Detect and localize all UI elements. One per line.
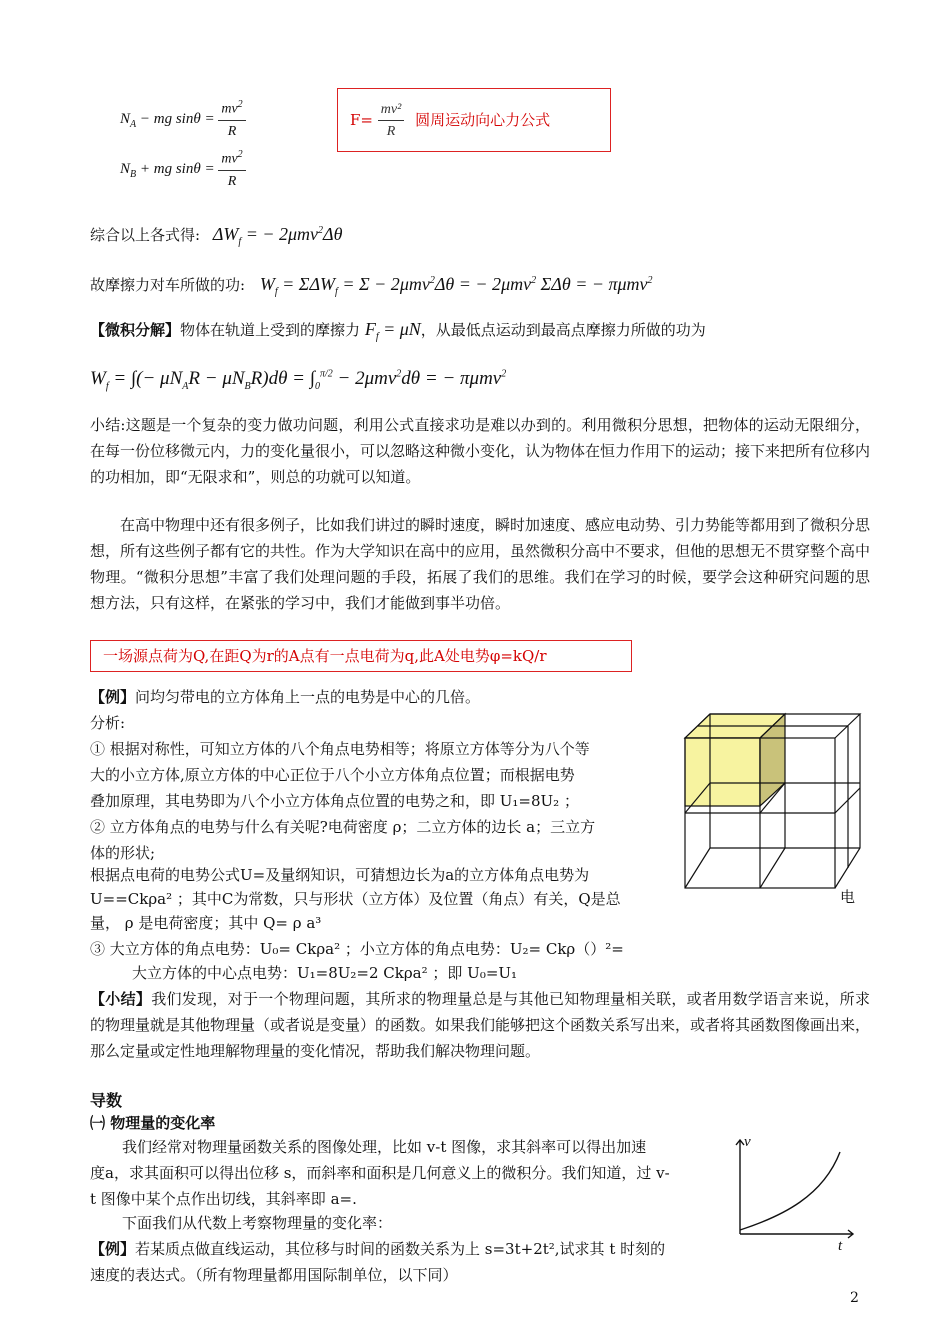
step3-line: ③ 大立方体的角点电势：U₀= Ckρa² ；小立方体的角点电势：U₂= Ckρ（）²=	[90, 940, 624, 958]
analysis-line: U==Ckρa² ；其中C为常数，只与形状（立方体）及位置（角点）有关，Q是总	[90, 890, 621, 908]
analysis-line: 体的形状;	[90, 844, 156, 862]
example-line: 【例】问均匀带电的立方体角上一点的电势是中心的几倍。	[90, 688, 481, 706]
vt-graph	[728, 1134, 858, 1254]
charge-box-text: 一场源点荷为Q,在距Q为r的A点有一点电荷为q,此A处电势φ=kQ/r	[103, 647, 547, 665]
point-charge-potential-box	[90, 640, 632, 672]
analysis-line: 量， ρ 是电荷密度；其中 Q= ρ a³	[90, 914, 322, 932]
analysis-line: 大的小立方体,原立方体的中心正位于八个小立方体角点位置；而根据电势	[90, 766, 575, 784]
graph-t-label: t	[838, 1238, 843, 1254]
analysis-line: 根据点电荷的电势公式U=及量纲知识，可猜想边长为a的立方体角点电势为	[90, 866, 590, 884]
subheading-rate: ㈠ 物理量的变化率	[90, 1114, 216, 1132]
graph-v-label: v	[744, 1134, 751, 1150]
equation-nb: $N_B$ + mg sinθ = $\frac{mv^2}{R}$	[120, 150, 246, 189]
analysis-line: ② 立方体角点的电势与什么有关呢?电荷密度 ρ；二立方体的边长 a；三立方	[90, 818, 596, 836]
derivative-line: t 图像中某个点作出切线，其斜率即 a=.	[90, 1190, 357, 1208]
derivative-line: 我们经常对物理量函数关系的图像处理，比如 v-t 图像，求其斜率可以得出加速	[122, 1138, 647, 1156]
derivative-line: 下面我们从代数上考察物理量的变化率：	[122, 1214, 393, 1232]
combine-line: 综合以上各式得: $\Delta W_f$ = − 2μmv$^2$Δθ	[90, 224, 343, 248]
page-number: 2	[850, 1290, 859, 1306]
analysis-line: 叠加原理，其电势即为八个小立方体角点位置的电势之和，即 U₁=8U₂ ；	[90, 792, 579, 810]
summary-paragraph-2: 【小结】我们发现，对于一个物理问题，其所求的物理量总是与其他已知物理量相关联，或者用数学语言来说，所求的物理量就是其他物理量（或者说是变量）的函数。如果我们能够把这个函数关系写出来，或者将其函数图像画出来，那么定量或定性地理解物理量的变化情况，帮助我们解决物理问题。	[90, 990, 871, 1060]
formula-caption: 圆周运动向心力公式	[415, 111, 551, 129]
analysis-line: ① 根据对称性，可知立方体的八个角点电势相等；将原立方体等分为八个等	[90, 740, 590, 758]
paragraph-2: 在高中物理中还有很多例子，比如我们讲过的瞬时速度，瞬时加速度、感应电动势、引力势能等都用到了微积分思想，所有这些例子都有它的共性。作为大学知识在高中的应用，虽然微积分高中不要求，但他的思想无不贯穿整个高中物理。“微积分思想”丰富了我们处理问题的手段，拓展了我们的思维。我们在学习的时候，要学会这种研究问题的思想方法，只有这样，在紧张的学习中，我们才能做到事半功倍。	[90, 516, 871, 612]
equation-na: $N_A$ − mg sinθ = $\frac{mv^2}{R}$	[120, 100, 246, 139]
step3-line-2: 大立方体的中心点电势：U₁=8U₂=2 Ckρa² ；即 U₀=U₁	[132, 964, 518, 982]
summary-paragraph-1: 小结:这题是一个复杂的变力做功问题，利用公式直接求功是难以办到的。利用微积分思想，把物体的运动无限细分，在每一份位移微元内，力的变化量很小，可以忽略这种微小变化，认为物体在恒力作用下的运动；接下来把所有位移内的功相加，即“无限求和”，则总的功就可以知道。	[90, 416, 871, 486]
friction-work-line: 故摩擦力对车所做的功: $W_f = \Sigma\Delta W_f = \Sigma - 2\mu mv^2\Delta\theta$ = − 2μmv$^2$ ΣΔθ = − πμmv$^2$	[90, 274, 653, 298]
example2-line-2: 速度的表达式。（所有物理量都用国际制单位，以下同）	[90, 1266, 458, 1284]
analysis-label: 分析:	[90, 714, 126, 732]
cube-diagram	[650, 708, 865, 898]
example2-line: 【例】若某质点做直线运动，其位移与时间的函数关系为上 s=3t+2t²,试求其 t 时刻的	[90, 1240, 666, 1258]
centripetal-formula-box	[337, 88, 611, 152]
heading-derivative: 导数	[90, 1091, 123, 1110]
side-word: 电	[840, 888, 856, 906]
integral-equation: $W_f$ = ∫(− $\mu N_AR - \mu N_BR)d\theta = \int_0^{\pi/2} - 2\mu mv^2d\theta$ = − πμmv$^2$	[90, 368, 507, 392]
formula-numerator: mv²	[378, 103, 405, 121]
formula-denominator: R	[386, 124, 396, 139]
derivative-line: 度a，求其面积可以得出位移 s，而斜率和面积是几何意义上的微积分。我们知道，过 v-	[90, 1164, 670, 1182]
formula-prefix: F=	[350, 111, 373, 129]
calculus-solution-line: 【微积分解】物体在轨道上受到的摩擦力 $F_f = \mu N$，从最低点运动到最高点摩擦力所做的功为	[90, 319, 706, 343]
